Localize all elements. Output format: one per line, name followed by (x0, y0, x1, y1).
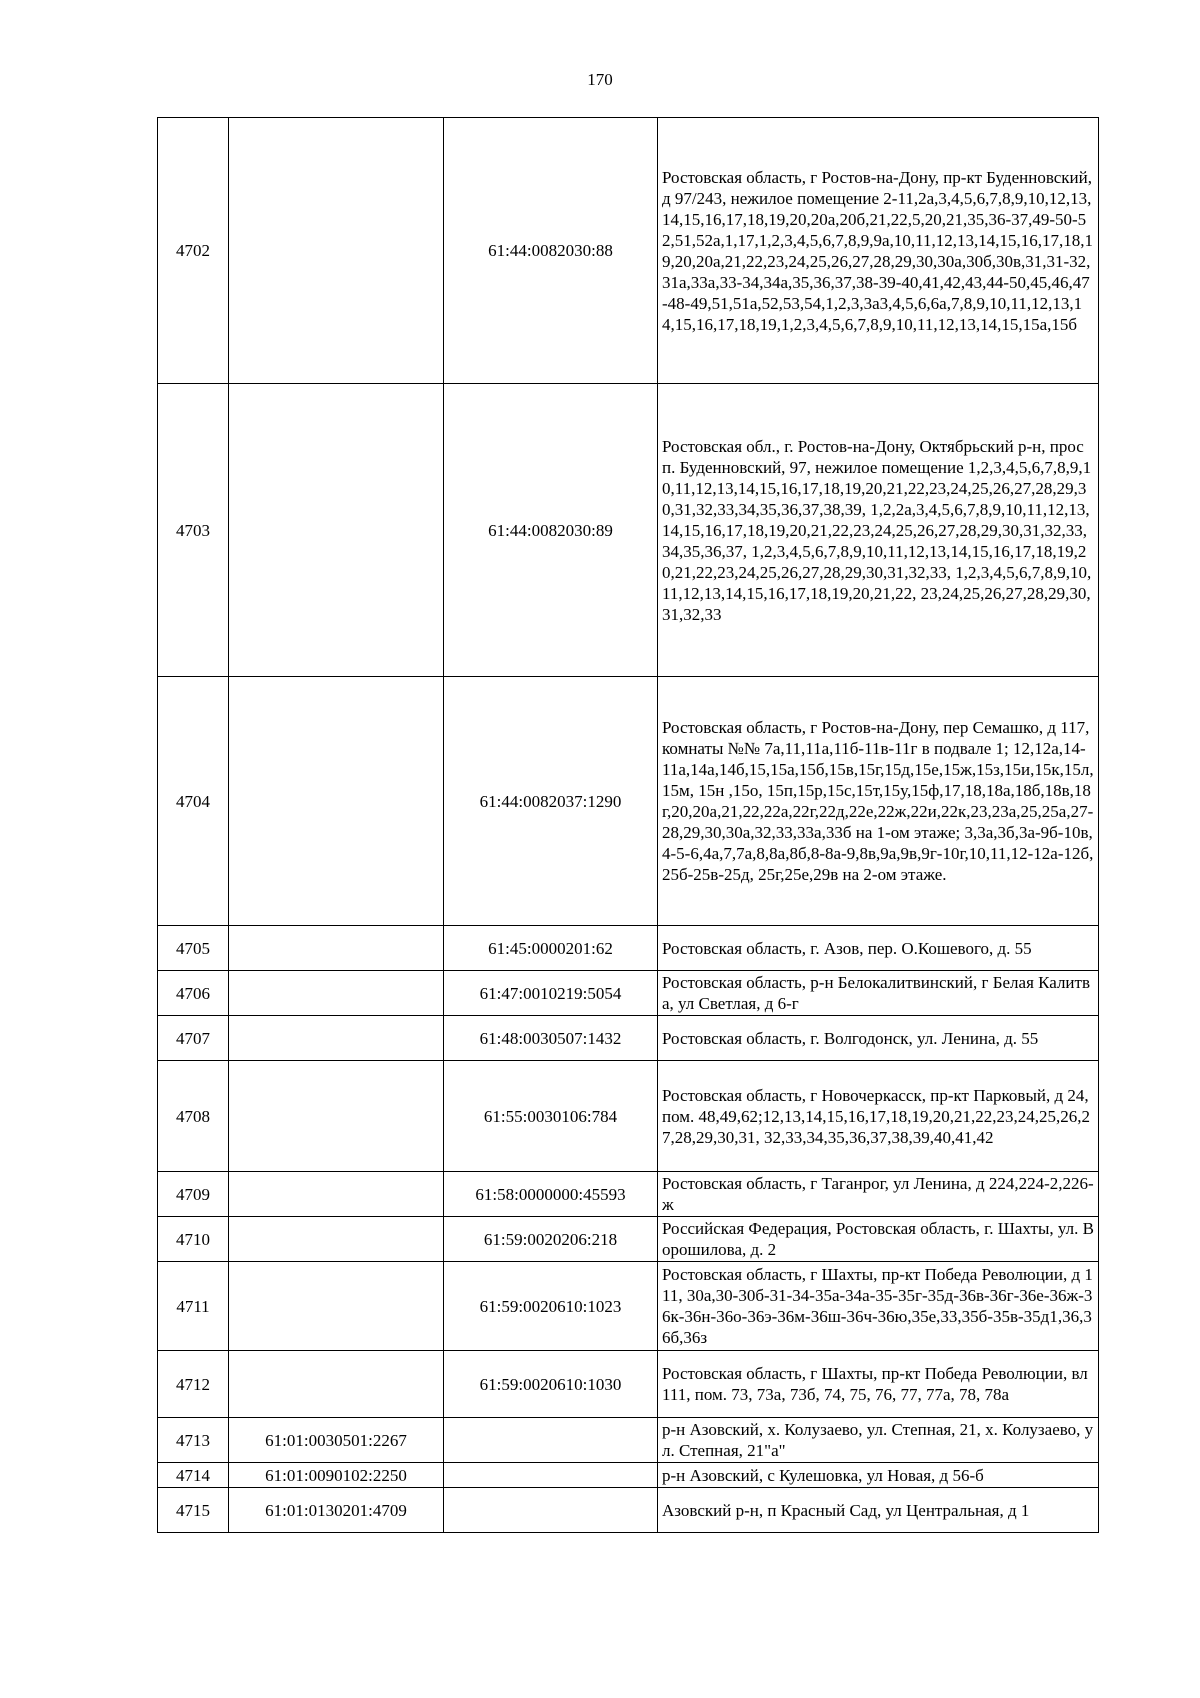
cadastral-number-building: 61:47:0010219:5054 (444, 971, 658, 1016)
row-number: 4709 (158, 1172, 229, 1217)
cadastral-number-building: 61:58:0000000:45593 (444, 1172, 658, 1217)
row-number: 4703 (158, 384, 229, 677)
address: Ростовская область, г Таганрог, ул Ленина, д 224,224-2,226-ж (658, 1172, 1099, 1217)
page-number: 170 (587, 70, 613, 89)
address: Российская Федерация, Ростовская область, г. Шахты, ул. Ворошилова, д. 2 (658, 1217, 1099, 1262)
registry-table (157, 117, 1099, 1533)
cadastral-number-building: 61:59:0020206:218 (444, 1217, 658, 1262)
table-row (158, 926, 1099, 971)
row-number: 4706 (158, 971, 229, 1016)
address: р-н Азовский, х. Колузаево, ул. Степная, 21, х. Колузаево, ул. Степная, 21"а" (658, 1418, 1099, 1463)
row-number: 4705 (158, 926, 229, 971)
address: Ростовская область, г Шахты, пр-кт Победа Революции, д 111, 30а,30-30б-31-34-35а-34а-35-35г-35д-36в-36г-36е-36ж-36к-36н-36о-36э-36м-36ш-36ч-36ю,35е,33,35б-35в-35д1,36,36б,36з (658, 1262, 1099, 1351)
cadastral-number-building: 61:44:0082037:1290 (444, 677, 658, 926)
cadastral-number-building: 61:48:0030507:1432 (444, 1016, 658, 1061)
row-number: 4707 (158, 1016, 229, 1061)
cadastral-number-land (229, 1262, 444, 1351)
address: Ростовская обл., г. Ростов-на-Дону, Октябрьский р-н, просп. Буденновский, 97, нежилое помещение 1,2,3,4,5,6,7,8,9,10,11,12,13,14,15,16,17,18,19,20,21,22,23,24,25,26,27,28,29,30,31,32,33,34,35,36,37,38,39, 1,2,2а,3,4,5,6,7,8,9,10,11,12,13,14,15,16,17,18,19,20,21,22,23,24,25,26,27,28,29,30,31,32,33,34,35,36,37, 1,2,3,4,5,6,7,8,9,10,11,12,13,14,15,16,17,18,19,20,21,22,23,24,25,26,27,28,29,30,31,32,33, 1,2,3,4,5,6,7,8,9,10,11,12,13,14,15,16,17,18,19,20,21,22, 23,24,25,26,27,28,29,30,31,32,33 (658, 384, 1099, 677)
cadastral-number-building: 61:45:0000201:62 (444, 926, 658, 971)
table-row (158, 971, 1099, 1016)
cadastral-number-land (229, 1172, 444, 1217)
row-number: 4704 (158, 677, 229, 926)
cadastral-number-land (229, 1016, 444, 1061)
table-row (158, 384, 1099, 677)
cadastral-number-building: 61:44:0082030:88 (444, 118, 658, 384)
cadastral-number-land: 61:01:0130201:4709 (229, 1488, 444, 1533)
cadastral-number-land (229, 384, 444, 677)
cadastral-number-land (229, 926, 444, 971)
row-number: 4715 (158, 1488, 229, 1533)
table-row (158, 1061, 1099, 1172)
cadastral-number-land: 61:01:0090102:2250 (229, 1463, 444, 1488)
table-row (158, 677, 1099, 926)
cadastral-number-building (444, 1418, 658, 1463)
cadastral-number-land (229, 971, 444, 1016)
cadastral-number-building (444, 1488, 658, 1533)
cadastral-number-building: 61:59:0020610:1030 (444, 1351, 658, 1418)
table-row (158, 1463, 1099, 1488)
cadastral-number-land (229, 1351, 444, 1418)
address: Ростовская область, г. Азов, пер. О.Кошевого, д. 55 (658, 926, 1099, 971)
cadastral-number-land (229, 1061, 444, 1172)
table-row (158, 1418, 1099, 1463)
address: р-н Азовский, с Кулешовка, ул Новая, д 56-б (658, 1463, 1099, 1488)
cadastral-number-land (229, 677, 444, 926)
address: Ростовская область, г Ростов-на-Дону, пер Семашко, д 117, комнаты №№ 7а,11,11а,11б-11в-11г в подвале 1; 12,12а,14-11а,14а,14б,15,15а,15б,15в,15г,15д,15е,15ж,15з,15и,15к,15л,15м, 15н ,15о, 15п,15р,15с,15т,15у,15ф,17,18,18а,18б,18в,18г,20,20а,21,22,22а,22г,22д,22е,22ж,22и,22к,23,23а,25,25а,27-28,29,30,30а,32,33,33а,33б на 1-ом этаже; 3,3а,3б,3а-9б-10в,4-5-6,4а,7,7а,8,8а,8б,8-8а-9,8в,9а,9в,9г-10г,10,11,12-12а-12б,25б-25в-25д, 25г,25е,29в на 2-ом этаже. (658, 677, 1099, 926)
row-number: 4711 (158, 1262, 229, 1351)
row-number: 4714 (158, 1463, 229, 1488)
row-number: 4710 (158, 1217, 229, 1262)
table-row (158, 1488, 1099, 1533)
address: Ростовская область, г. Волгодонск, ул. Ленина, д. 55 (658, 1016, 1099, 1061)
address: Ростовская область, р-н Белокалитвинский, г Белая Калитва, ул Светлая, д 6-г (658, 971, 1099, 1016)
table-row (158, 1016, 1099, 1061)
cadastral-number-building: 61:59:0020610:1023 (444, 1262, 658, 1351)
table-row (158, 1217, 1099, 1262)
table-row (158, 118, 1099, 384)
row-number: 4712 (158, 1351, 229, 1418)
row-number: 4702 (158, 118, 229, 384)
cadastral-number-building: 61:44:0082030:89 (444, 384, 658, 677)
table-row (158, 1262, 1099, 1351)
table-row (158, 1172, 1099, 1217)
cadastral-number-land (229, 1217, 444, 1262)
row-number: 4713 (158, 1418, 229, 1463)
address: Ростовская область, г Ростов-на-Дону, пр-кт Буденновский, д 97/243, нежилое помещение 2-11,2а,3,4,5,6,7,8,9,10,12,13,14,15,16,17,18,19,20,20а,20б,21,22,5,20,21,35,36-37,49-50-52,51,52а,1,17,1,2,3,4,5,6,7,8,9,9а,10,11,12,13,14,15,16,17,18,19,20,20а,21,22,23,24,25,26,27,28,29,30,30а,30б,30в,31,31-32,31а,33а,33-34,34а,35,36,37,38-39-40,41,42,43,44-50,45,46,47-48-49,51,51а,52,53,54,1,2,3,3а3,4,5,6,6а,7,8,9,10,11,12,13,14,15,16,17,18,19,1,2,3,4,5,6,7,8,9,10,11,12,13,14,15,15а,15б (658, 118, 1099, 384)
address: Ростовская область, г Шахты, пр-кт Победа Революции, вл 111, пом. 73, 73а, 73б, 74, 75, 76, 77, 77а, 78, 78а (658, 1351, 1099, 1418)
cadastral-number-building: 61:55:0030106:784 (444, 1061, 658, 1172)
cadastral-number-land: 61:01:0030501:2267 (229, 1418, 444, 1463)
table-row (158, 1351, 1099, 1418)
cadastral-number-land (229, 118, 444, 384)
address: Ростовская область, г Новочеркасск, пр-кт Парковый, д 24, пом. 48,49,62;12,13,14,15,16,17,18,19,20,21,22,23,24,25,26,27,28,29,30,31, 32,33,34,35,36,37,38,39,40,41,42 (658, 1061, 1099, 1172)
cadastral-number-building (444, 1463, 658, 1488)
row-number: 4708 (158, 1061, 229, 1172)
address: Азовский р-н, п Красный Сад, ул Центральная, д 1 (658, 1488, 1099, 1533)
